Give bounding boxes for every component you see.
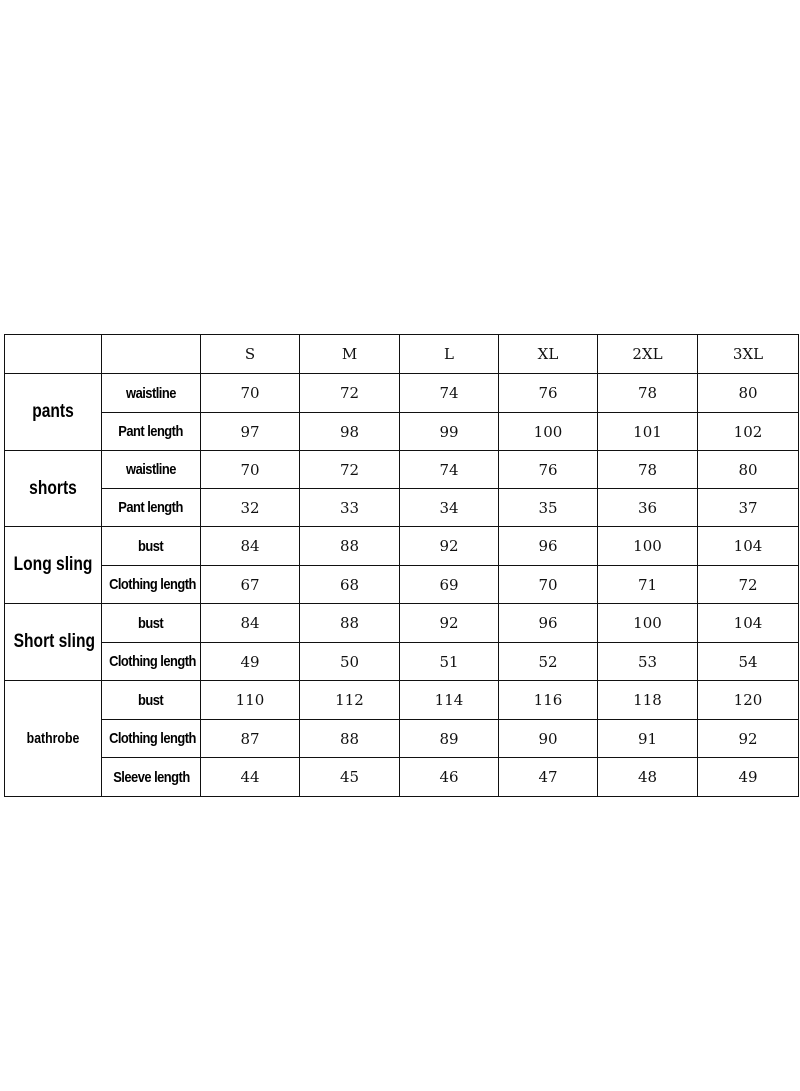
value-cell: 72 bbox=[300, 451, 400, 489]
size-chart-table bbox=[4, 334, 799, 797]
value-cell: 101 bbox=[598, 413, 698, 451]
value-cell: 92 bbox=[698, 720, 799, 758]
value-cell: 68 bbox=[300, 566, 400, 604]
value-cell: 70 bbox=[201, 374, 300, 413]
value-cell: 98 bbox=[300, 413, 400, 451]
value-cell: 114 bbox=[400, 681, 499, 720]
value-cell: 35 bbox=[499, 489, 598, 527]
value-cell: 100 bbox=[499, 413, 598, 451]
value-cell: 89 bbox=[400, 720, 499, 758]
size-header: 2XL bbox=[598, 335, 698, 374]
value-cell: 78 bbox=[598, 374, 698, 413]
table-row bbox=[5, 566, 799, 604]
category-label: Long sling bbox=[13, 554, 93, 575]
value-cell: 110 bbox=[201, 681, 300, 720]
value-cell: 92 bbox=[400, 527, 499, 566]
measure-cell: Clothing length bbox=[102, 643, 201, 681]
value-cell: 33 bbox=[300, 489, 400, 527]
size-header: L bbox=[400, 335, 499, 374]
value-cell: 91 bbox=[598, 720, 698, 758]
value-cell: 104 bbox=[698, 527, 799, 566]
value-cell: 53 bbox=[598, 643, 698, 681]
value-cell: 80 bbox=[698, 374, 799, 413]
value-cell: 70 bbox=[499, 566, 598, 604]
value-cell: 102 bbox=[698, 413, 799, 451]
value-cell: 96 bbox=[499, 527, 598, 566]
category-cell-long-sling bbox=[5, 527, 102, 604]
value-cell: 47 bbox=[499, 758, 598, 797]
measure-cell: waistline bbox=[102, 451, 201, 489]
value-cell: 88 bbox=[300, 527, 400, 566]
table-row bbox=[5, 720, 799, 758]
header-row bbox=[5, 335, 799, 374]
value-cell: 100 bbox=[598, 527, 698, 566]
measure-cell: bust bbox=[102, 681, 201, 720]
value-cell: 84 bbox=[201, 527, 300, 566]
value-cell: 74 bbox=[400, 374, 499, 413]
value-cell: 72 bbox=[698, 566, 799, 604]
value-cell: 87 bbox=[201, 720, 300, 758]
value-cell: 34 bbox=[400, 489, 499, 527]
value-cell: 69 bbox=[400, 566, 499, 604]
value-cell: 112 bbox=[300, 681, 400, 720]
value-cell: 45 bbox=[300, 758, 400, 797]
value-cell: 99 bbox=[400, 413, 499, 451]
value-cell: 44 bbox=[201, 758, 300, 797]
value-cell: 78 bbox=[598, 451, 698, 489]
measure-cell: Pant length bbox=[102, 489, 201, 527]
value-cell: 51 bbox=[400, 643, 499, 681]
value-cell: 50 bbox=[300, 643, 400, 681]
value-cell: 48 bbox=[598, 758, 698, 797]
value-cell: 52 bbox=[499, 643, 598, 681]
value-cell: 88 bbox=[300, 720, 400, 758]
category-cell-short-sling bbox=[5, 604, 102, 681]
category-cell-pants bbox=[5, 374, 102, 451]
measure-cell: Pant length bbox=[102, 413, 201, 451]
value-cell: 74 bbox=[400, 451, 499, 489]
corner-cell bbox=[102, 335, 201, 374]
table-row bbox=[5, 374, 799, 413]
category-label: pants bbox=[32, 401, 74, 422]
value-cell: 76 bbox=[499, 451, 598, 489]
size-header: S bbox=[201, 335, 300, 374]
category-label: bathrobe bbox=[26, 730, 80, 747]
table-row bbox=[5, 489, 799, 527]
value-cell: 67 bbox=[201, 566, 300, 604]
value-cell: 49 bbox=[201, 643, 300, 681]
value-cell: 76 bbox=[499, 374, 598, 413]
size-header: M bbox=[300, 335, 400, 374]
value-cell: 54 bbox=[698, 643, 799, 681]
value-cell: 120 bbox=[698, 681, 799, 720]
table-row bbox=[5, 604, 799, 643]
value-cell: 32 bbox=[201, 489, 300, 527]
value-cell: 100 bbox=[598, 604, 698, 643]
size-header: 3XL bbox=[698, 335, 799, 374]
value-cell: 88 bbox=[300, 604, 400, 643]
value-cell: 72 bbox=[300, 374, 400, 413]
measure-cell: Sleeve length bbox=[102, 758, 201, 797]
measure-cell: bust bbox=[102, 604, 201, 643]
value-cell: 80 bbox=[698, 451, 799, 489]
value-cell: 70 bbox=[201, 451, 300, 489]
table-row bbox=[5, 451, 799, 489]
category-cell-bathrobe bbox=[5, 681, 102, 797]
table-row bbox=[5, 413, 799, 451]
table-row bbox=[5, 758, 799, 797]
value-cell: 96 bbox=[499, 604, 598, 643]
category-cell-shorts bbox=[5, 451, 102, 527]
value-cell: 116 bbox=[499, 681, 598, 720]
value-cell: 97 bbox=[201, 413, 300, 451]
size-header: XL bbox=[499, 335, 598, 374]
value-cell: 49 bbox=[698, 758, 799, 797]
value-cell: 71 bbox=[598, 566, 698, 604]
value-cell: 37 bbox=[698, 489, 799, 527]
table-row bbox=[5, 643, 799, 681]
measure-cell: bust bbox=[102, 527, 201, 566]
value-cell: 118 bbox=[598, 681, 698, 720]
table-row bbox=[5, 681, 799, 720]
value-cell: 90 bbox=[499, 720, 598, 758]
value-cell: 46 bbox=[400, 758, 499, 797]
category-label: Short sling bbox=[13, 631, 96, 652]
value-cell: 84 bbox=[201, 604, 300, 643]
measure-cell: Clothing length bbox=[102, 720, 201, 758]
value-cell: 104 bbox=[698, 604, 799, 643]
value-cell: 92 bbox=[400, 604, 499, 643]
measure-cell: Clothing length bbox=[102, 566, 201, 604]
measure-cell: waistline bbox=[102, 374, 201, 413]
value-cell: 36 bbox=[598, 489, 698, 527]
category-label: shorts bbox=[29, 477, 77, 499]
corner-cell bbox=[5, 335, 102, 374]
table-row bbox=[5, 527, 799, 566]
